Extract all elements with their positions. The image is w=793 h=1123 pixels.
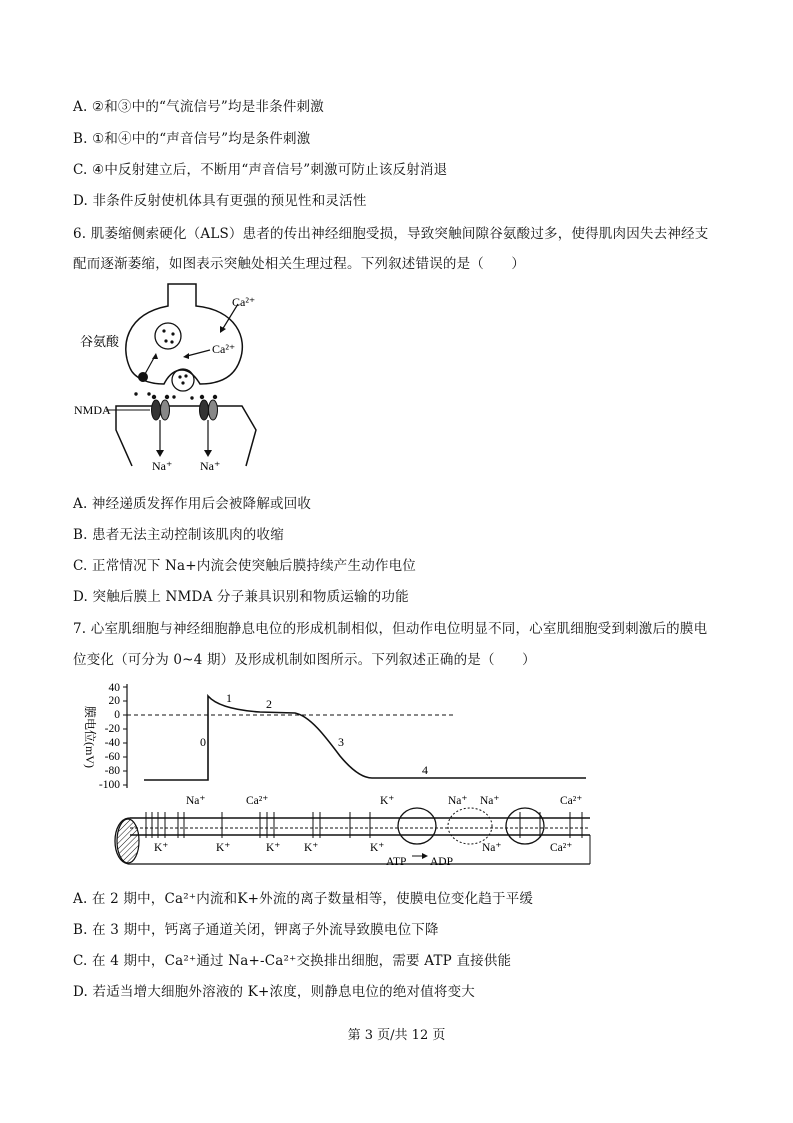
q6-option-a: A. 神经递质发挥作用后会被降解或回收 xyxy=(73,496,312,512)
q6-stem-line2: 配而逐渐萎缩，如图表示突触处相关生理过程。下列叙述错误的是（ ） xyxy=(73,256,526,272)
q6-option-b: B. 患者无法主动控制该肌肉的收缩 xyxy=(73,527,284,543)
ion-k-bottom-2: K⁺ xyxy=(216,842,231,854)
fusing-vesicle xyxy=(172,369,194,391)
label-na-1: Na⁺ xyxy=(152,459,173,473)
phase-3: 3 xyxy=(338,735,344,749)
ion-k-top: K⁺ xyxy=(380,795,395,807)
q7-stem-line2: 位变化（可分为 0~4 期）及形成机制如图所示。下列叙述正确的是（ ） xyxy=(73,652,536,668)
cell-membrane xyxy=(115,818,590,864)
ion-ca-top-2: Ca²⁺ xyxy=(560,795,583,807)
ion-k-bottom-1: K⁺ xyxy=(154,842,169,854)
ion-k-bottom-4: K⁺ xyxy=(304,842,319,854)
page-footer: 第 3 页/共 12 页 xyxy=(347,1028,446,1043)
synapse-figure xyxy=(70,280,300,475)
postsynaptic-membrane xyxy=(116,406,256,466)
svg-text:20: 20 xyxy=(108,695,120,707)
q6-stem-line1: 6. 肌萎缩侧索硬化（ALS）患者的传出神经细胞受损，导致突触间隙谷氨酸过多，使得肌肉因失去神经支 xyxy=(73,226,709,242)
ion-na-bottom: Na⁺ xyxy=(482,842,502,854)
phase-1: 1 xyxy=(226,691,232,705)
label-nmda: NMDA xyxy=(74,403,111,417)
nmda-receptor-1 xyxy=(152,395,170,457)
svg-text:-80: -80 xyxy=(104,765,120,777)
ion-ca-bottom: Ca²⁺ xyxy=(550,842,573,854)
ion-na-top-3: Na⁺ xyxy=(480,795,500,807)
q6-option-d: D. 突触后膜上 NMDA 分子兼具识别和物质运输的功能 xyxy=(73,589,409,605)
ion-k-bottom-5: K⁺ xyxy=(370,842,385,854)
transporter xyxy=(138,372,148,382)
label-glutamate: 谷氨酸 xyxy=(80,334,120,349)
nmda-receptor-2 xyxy=(200,395,218,457)
ion-na-top-1: Na⁺ xyxy=(186,795,206,807)
label-ca-mid: Ca²⁺ xyxy=(212,342,236,356)
ion-k-bottom-3: K⁺ xyxy=(266,842,281,854)
q7-option-b: B. 在 3 期中，钙离子通道关闭，钾离子外流导致膜电位下降 xyxy=(73,922,439,938)
q7-option-c: C. 在 4 期中，Ca²⁺通过 Na+-Ca²⁺交换排出细胞，需要 ATP 直接供能 xyxy=(73,953,512,969)
svg-text:-60: -60 xyxy=(104,751,120,763)
svg-text:-20: -20 xyxy=(104,723,120,735)
adp-label: ADP xyxy=(430,856,454,868)
q6-option-c: C. 正常情况下 Na+内流会使突触后膜持续产生动作电位 xyxy=(73,558,416,574)
label-na-2: Na⁺ xyxy=(200,459,221,473)
svg-text:0: 0 xyxy=(114,709,120,721)
y-axis-label: 膜电位(mV) xyxy=(83,706,97,768)
atp-label: ATP xyxy=(386,856,407,868)
action-potential-figure xyxy=(70,676,600,876)
svg-text:-100: -100 xyxy=(98,779,120,791)
na-k-pump xyxy=(398,808,436,844)
phase-2: 2 xyxy=(266,697,272,711)
label-ca-top: Ca²⁺ xyxy=(232,295,256,309)
synaptic-vesicle xyxy=(155,323,181,349)
q5-option-a: A. ②和③中的“气流信号”均是非条件刺激 xyxy=(73,99,324,115)
q5-option-c: C. ④中反射建立后，不断用“声音信号”刺激可防止该反射消退 xyxy=(73,162,448,178)
q7-option-a: A. 在 2 期中，Ca²⁺内流和K+外流的离子数量相等，使膜电位变化趋于平缓 xyxy=(73,891,534,907)
phase-4: 4 xyxy=(422,763,428,777)
phase-0: 0 xyxy=(200,735,206,749)
na-ca-exchanger xyxy=(506,808,544,844)
action-potential-curve xyxy=(144,696,586,780)
svg-text:-40: -40 xyxy=(104,737,120,749)
q7-option-d: D. 若适当增大细胞外溶液的 K+浓度，则静息电位的绝对值将变大 xyxy=(73,984,476,1000)
y-axis-ticks xyxy=(99,682,120,791)
q5-option-d: D. 非条件反射使机体具有更强的预见性和灵活性 xyxy=(73,193,367,209)
ion-na-top-2: Na⁺ xyxy=(448,795,468,807)
ion-ca-top-1: Ca²⁺ xyxy=(246,795,269,807)
q7-stem-line1: 7. 心室肌细胞与神经细胞静息电位的形成机制相似，但动作电位明显不同，心室肌细胞受到刺激后的膜电 xyxy=(73,621,708,637)
q5-option-b: B. ①和④中的“声音信号”均是条件刺激 xyxy=(73,131,311,147)
svg-text:40: 40 xyxy=(108,682,120,694)
